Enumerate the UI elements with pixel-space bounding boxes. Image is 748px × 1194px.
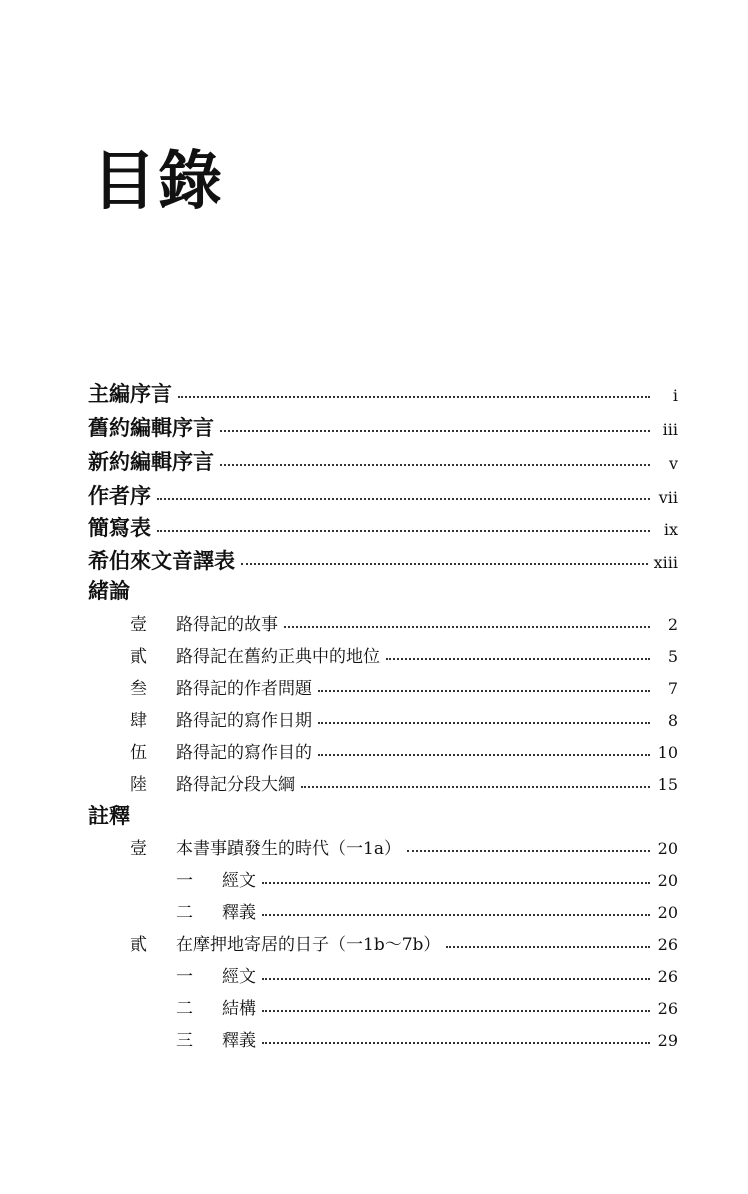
toc-entry-page: 5	[667, 647, 678, 666]
toc-entry[interactable]	[88, 480, 678, 510]
toc-entry-page: 20	[657, 839, 678, 858]
toc-subentry[interactable]	[176, 866, 678, 891]
toc-entry-page: ix	[663, 520, 678, 539]
toc-entry-page: 20	[657, 903, 678, 922]
toc-entry-page: 10	[657, 743, 678, 762]
dot-leader	[157, 530, 650, 532]
toc-entry-number: 貳	[130, 935, 147, 955]
dot-leader	[407, 850, 650, 852]
toc-entry-page: v	[668, 454, 678, 473]
toc-entry-page: xiii	[653, 553, 678, 572]
toc-entry[interactable]	[130, 738, 678, 763]
dot-leader	[318, 722, 650, 724]
toc-subentry[interactable]	[176, 898, 678, 923]
dot-leader	[301, 786, 650, 788]
dot-leader	[262, 1042, 650, 1044]
toc-entry-page: vii	[658, 488, 678, 507]
dot-leader	[220, 464, 650, 466]
dot-leader	[386, 658, 650, 660]
toc-entry-number: 二	[176, 903, 193, 923]
toc-entry-page: 26	[657, 935, 678, 954]
toc-entry-page: 26	[657, 999, 678, 1018]
toc-entry-number: 壹	[130, 615, 147, 635]
toc-entry-number: 貳	[130, 647, 147, 667]
toc-entry-label: 路得記的故事	[176, 615, 278, 635]
dot-leader	[262, 882, 650, 884]
dot-leader	[262, 1010, 650, 1012]
toc-entry-number: 二	[176, 999, 193, 1019]
dot-leader	[262, 978, 650, 980]
dot-leader	[220, 430, 650, 432]
toc-entry-page: i	[672, 386, 678, 405]
toc-entry-number: 陸	[130, 775, 147, 795]
toc-entry[interactable]	[130, 770, 678, 795]
toc-entry[interactable]	[130, 674, 678, 699]
toc-entry-label: 路得記在舊約正典中的地位	[176, 647, 380, 667]
dot-leader	[178, 396, 650, 398]
toc-entry-label: 釋義	[222, 903, 256, 923]
section-heading-notes: 註釋	[88, 803, 130, 828]
toc-entry[interactable]	[130, 642, 678, 667]
toc-entry-label: 路得記的寫作目的	[176, 743, 312, 763]
toc-subentry[interactable]	[176, 1026, 678, 1051]
toc-entry-page: 26	[657, 967, 678, 986]
toc-entry[interactable]	[130, 610, 678, 635]
toc-entry-label: 經文	[222, 871, 256, 891]
toc-entry-page: 8	[667, 711, 678, 730]
toc-entry[interactable]	[130, 930, 678, 955]
toc-entry-number: 一	[176, 967, 193, 987]
toc-subentry[interactable]	[176, 962, 678, 987]
toc-entry[interactable]	[88, 545, 678, 575]
toc-entry-label: 結構	[222, 999, 256, 1019]
dot-leader	[262, 914, 650, 916]
dot-leader	[318, 754, 650, 756]
section-heading-intro: 緒論	[88, 578, 130, 603]
toc-entry-number: 肆	[130, 711, 147, 731]
toc-entry-page: 7	[667, 679, 678, 698]
page-title: 目錄	[92, 145, 224, 219]
toc-entry[interactable]	[88, 412, 678, 442]
toc-entry[interactable]	[130, 834, 678, 859]
toc-entry-label: 經文	[222, 967, 256, 987]
dot-leader	[157, 498, 650, 500]
dot-leader	[241, 563, 648, 565]
toc-entry-label: 本書事蹟發生的時代（一1a）	[176, 839, 401, 859]
toc-entry-label: 在摩押地寄居的日子（一1b～7b）	[176, 935, 441, 955]
toc-entry-page: 15	[657, 775, 678, 794]
toc-entry[interactable]	[130, 706, 678, 731]
dot-leader	[446, 946, 650, 948]
dot-leader	[284, 626, 650, 628]
toc-entry-number: 伍	[130, 743, 147, 763]
toc-entry-number: 一	[176, 871, 193, 891]
toc-entry-page: 2	[667, 615, 678, 634]
toc-entry-label: 簡寫表	[88, 515, 151, 540]
toc-entry-number: 壹	[130, 839, 147, 859]
toc-entry-label: 主編序言	[88, 381, 172, 406]
toc-entry-label: 舊約編輯序言	[88, 415, 214, 440]
dot-leader	[318, 690, 650, 692]
toc-entry-label: 路得記分段大綱	[176, 775, 295, 795]
toc-entry-label: 釋義	[222, 1031, 256, 1051]
toc-entry[interactable]	[88, 378, 678, 408]
toc-entry-label: 路得記的寫作日期	[176, 711, 312, 731]
toc-subentry[interactable]	[176, 994, 678, 1019]
toc-entry-page: iii	[662, 420, 678, 439]
toc-entry-label: 路得記的作者問題	[176, 679, 312, 699]
toc-entry-page: 29	[657, 1031, 678, 1050]
toc-entry-label: 新約編輯序言	[88, 449, 214, 474]
toc-entry-label: 作者序	[88, 483, 151, 508]
toc-entry-number: 叁	[130, 679, 147, 699]
toc-entry[interactable]	[88, 512, 678, 542]
toc-entry-number: 三	[176, 1031, 193, 1051]
toc-entry[interactable]	[88, 446, 678, 476]
toc-entry-page: 20	[657, 871, 678, 890]
toc-entry-label: 希伯來文音譯表	[88, 548, 235, 573]
